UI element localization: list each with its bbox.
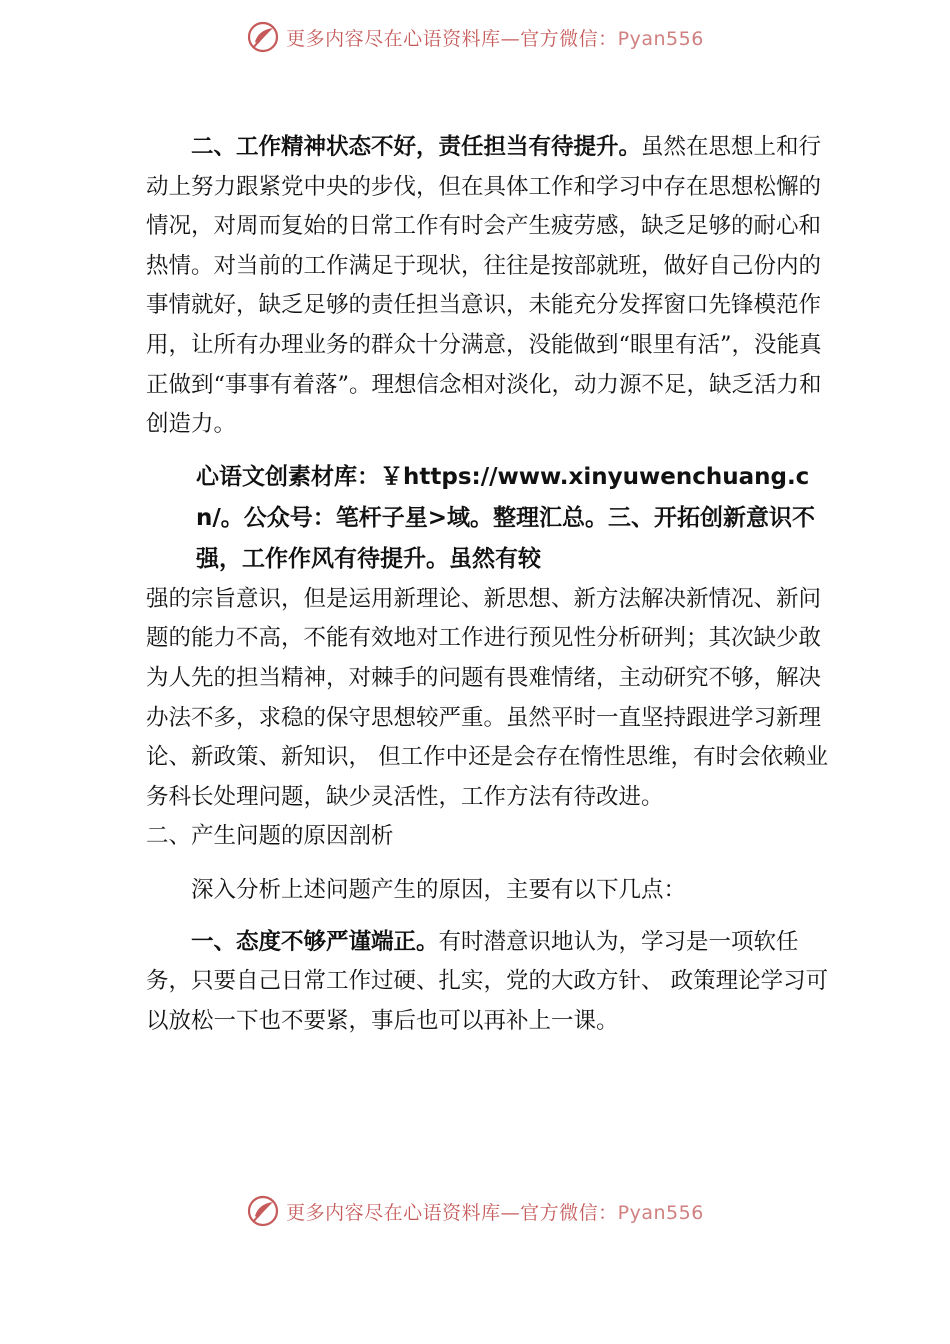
part-2-heading: 二、产生问题的原因剖析 xyxy=(146,823,394,850)
banner-label: 更多内容尽在心语资料库—官方微信： xyxy=(286,1201,618,1224)
cause-1-body: 有时潜意识地认为，学习是一项软任务，只要自己日常工作过硬、扎实，党的大政方针、 政策理论学习可以放松一下也不要紧，事后也可以再补上一课。 xyxy=(146,928,829,1034)
wechat-id: Pyan556 xyxy=(617,27,704,50)
section-3-body: 强的宗旨意识，但是运用新理论、新思想、新方法解决新情况、新问题的能力不高，不能有效地对工作进行预见性分析研判；其次缺少敢为人先的担当精神，对棘手的问题有畏难情绪，主动研究不够，解决办法不多，求稳的保守思想较严重。虽然平时一直坚持跟进学习新理论、新政策、新知识， 但工作中还是会存在惰性思维，有时会依赖业务科长处理问题，缺少灵活性，工作方法有待改进。 xyxy=(146,585,829,810)
logo-icon xyxy=(246,20,280,54)
banner-text xyxy=(286,1198,704,1225)
section-2-paragraph xyxy=(146,128,836,445)
banner-text xyxy=(286,24,704,51)
header-banner xyxy=(0,12,950,62)
document-body xyxy=(146,128,836,1041)
cause-1-heading: 一、态度不够严谨端正。 xyxy=(191,928,439,955)
part-2-intro: 深入分析上述问题产生的原因，主要有以下几点： xyxy=(191,876,687,903)
wechat-id: Pyan556 xyxy=(617,1201,704,1224)
section-2-body: 虽然在思想上和行动上努力跟紧党中央的步伐，但在具体工作和学习中存在思想松懈的情况，对周而复始的日常工作有时会产生疲劳感，缺乏足够的耐心和热情。对当前的工作满足于现状，往往是按部就班，做好自己份内的事情就好，缺乏足够的责任担当意识，未能充分发挥窗口先锋模范作用，让所有办理业务的群众十分满意，没能做到“眼里有活”，没能真正做到“事事有着落”。理想信念相对淡化，动力源不足，缺乏活力和创造力。 xyxy=(146,134,822,438)
banner-label: 更多内容尽在心语资料库—官方微信： xyxy=(286,27,618,50)
section-2-heading: 二、工作精神状态不好，责任担当有待提升。 xyxy=(191,134,642,160)
cause-1-paragraph xyxy=(146,923,836,1042)
source-note: 心语文创素材库：￥https://www.xinyuwenchuang.cn/。公众号：笔杆子星>域。整理汇总。三、开拓创新意识不强，工作作风有待提升。虽然有较 xyxy=(196,463,816,572)
logo-icon xyxy=(246,1194,280,1228)
footer-banner xyxy=(0,1186,950,1236)
